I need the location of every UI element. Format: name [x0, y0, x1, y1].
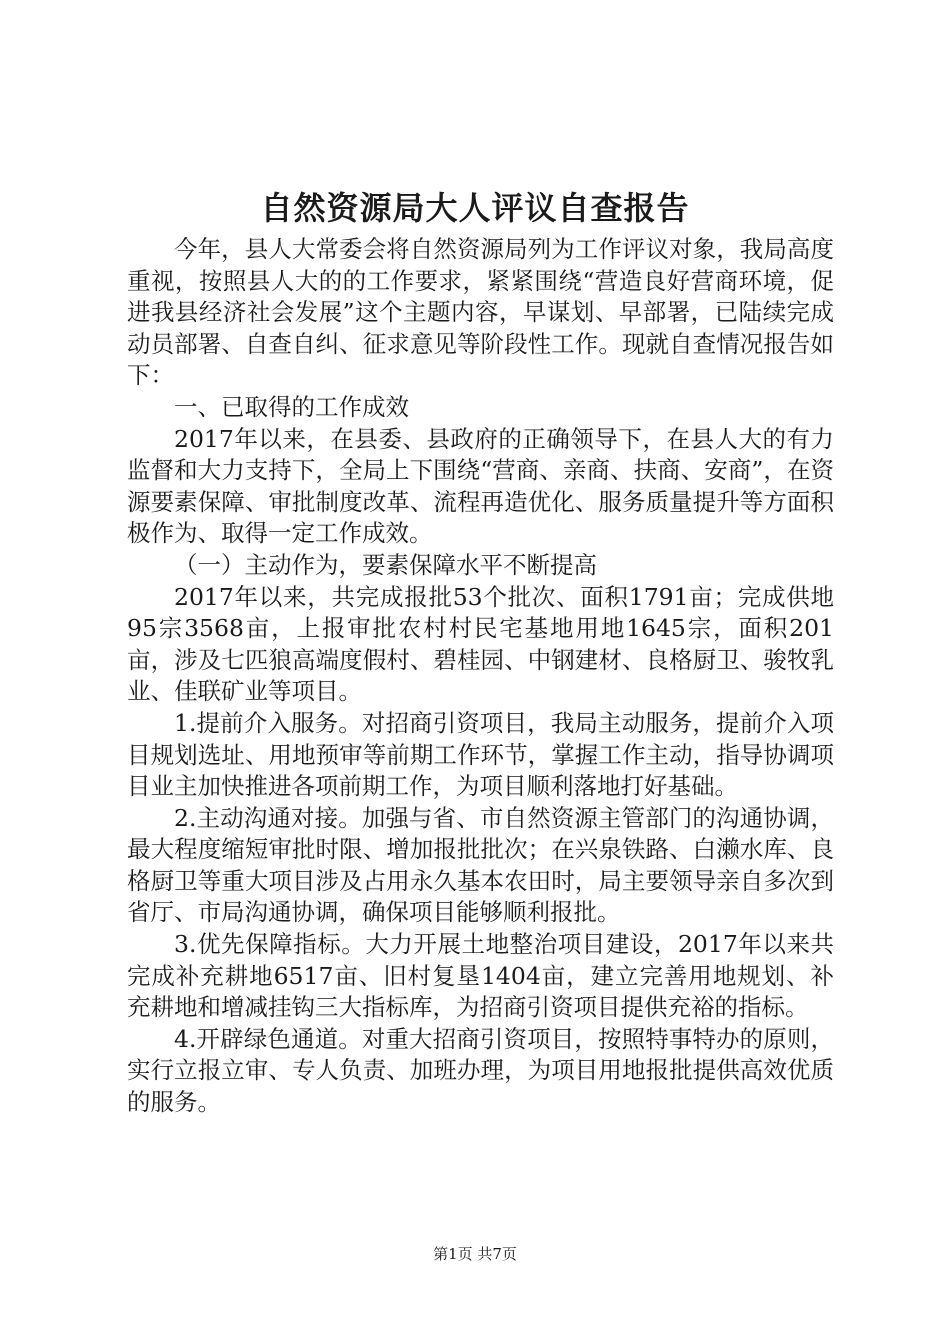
paragraph-item-3: 3.优先保障指标。大力开展土地整治项目建设，2017年以来共完成补充耕地6517亩、旧村复垦1404亩，建立完善用地规划、补充耕地和增减挂钩三大指标库，为招商引资项目提供充裕的指标。 [127, 930, 834, 1022]
paragraph-item-2: 2.主动沟通对接。加强与省、市自然资源主管部门的沟通协调，最大程度缩短审批时限、增加报批批次；在兴泉铁路、白濑水库、良格厨卫等重大项目涉及占用永久基本农田时，局主要领导亲自多次到省厅、市局沟通协调，确保项目能够顺利报批。 [127, 803, 834, 927]
paragraph-item-4: 4.开辟绿色通道。对重大招商引资项目，按照特事特办的原则，实行立报立审、专人负责、加班办理，为项目用地报批提供高效优质的服务。 [127, 1024, 834, 1117]
paragraph-item-1: 1.提前介入服务。对招商引资项目，我局主动服务，提前介入项目规划选址、用地预审等前期工作环节，掌握工作主动，指导协调项目业主加快推进各项前期工作，为项目顺利落地打好基础。 [127, 708, 834, 801]
subsection-heading-resource-guarantee: （一）主动作为，要素保障水平不断提高 [174, 550, 597, 579]
document-body [127, 234, 834, 1119]
section-heading-achievements: 一、已取得的工作成效 [174, 392, 409, 421]
document-title: 自然资源局大人评议自查报告 [260, 189, 690, 227]
page-number-footer: 第1页 共7页 [433, 1245, 517, 1263]
paragraph-overview: 2017年以来，在县委、县政府的正确领导下，在县人大的有力监督和大力支持下，全局上下围绕“营商、亲商、扶商、安商”，在资源要素保障、审批制度改革、流程再造优化、服务质量提升等方面积极作为、取得一定工作成效。 [127, 424, 834, 548]
paragraph-statistics: 2017年以来，共完成报批53个批次、面积1791亩；完成供地95宗3568亩，上报审批农村村民宅基地用地1645宗，面积201亩，涉及七匹狼高端度假村、碧桂园、中钢建材、良格厨卫、骏牧乳业、佳联矿业等项目。 [127, 582, 834, 706]
paragraph-intro: 今年，县人大常委会将自然资源局列为工作评议对象，我局高度重视，按照县人大的的工作要求，紧紧围绕“营造良好营商环境，促进我县经济社会发展”这个主题内容，早谋划、早部署，已陆续完成动员部署、自查自纠、征求意见等阶段性工作。现就自查情况报告如下： [127, 235, 834, 390]
